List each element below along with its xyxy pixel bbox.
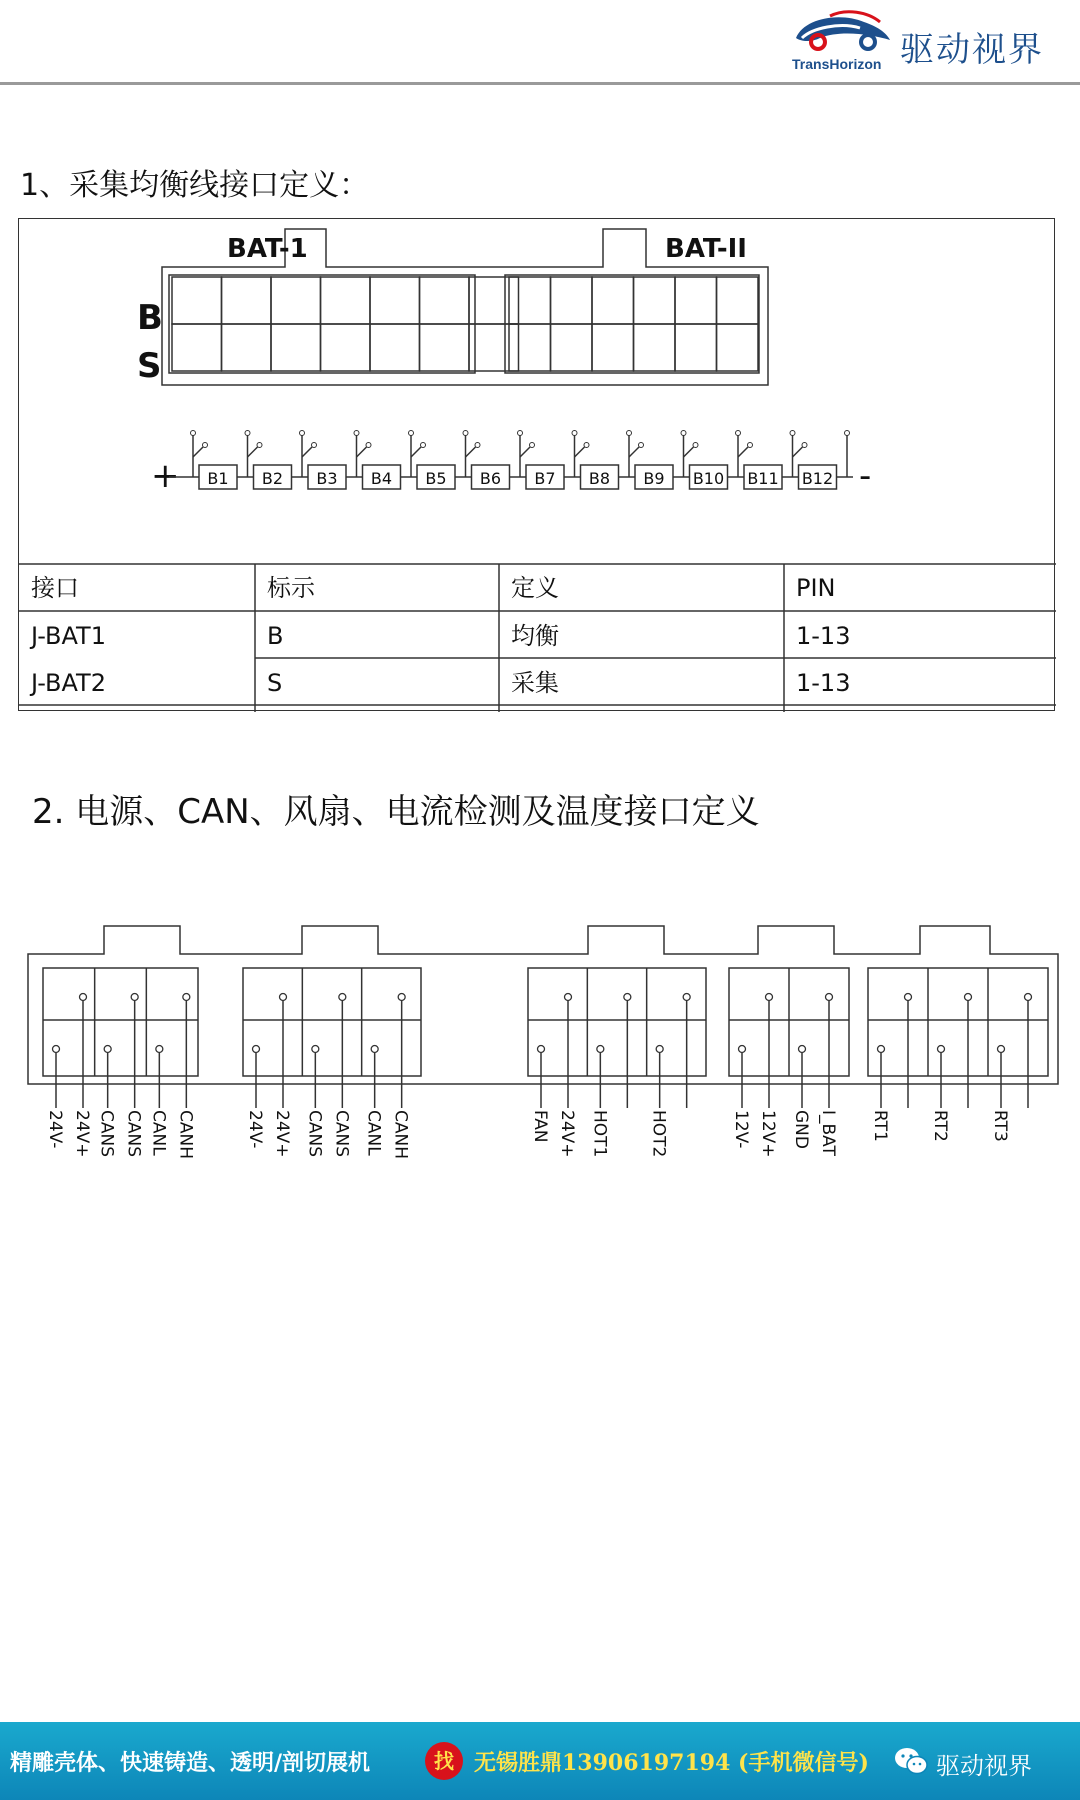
bat2-pin-cell — [551, 324, 593, 371]
bat2-pin-cell — [717, 277, 759, 324]
pin-label: CANS — [331, 1110, 352, 1158]
tap-point — [409, 431, 414, 436]
bat2-pin-cell — [551, 277, 593, 324]
bat1-pin-cell — [321, 277, 371, 324]
pin-label: HOT1 — [589, 1110, 610, 1158]
table-header: PIN — [796, 574, 836, 602]
pin-label: CANH — [175, 1110, 196, 1159]
pin-contact — [131, 994, 138, 1001]
footer-ad-bar — [0, 1722, 1080, 1800]
section1-title: 1、采集均衡线接口定义： — [20, 168, 370, 203]
bat1-pin-cell — [172, 324, 222, 371]
sense-tap — [684, 447, 694, 457]
bat1-pin-cell — [172, 277, 222, 324]
pin-contact — [339, 994, 346, 1001]
bat-connector-diagram — [19, 219, 1056, 712]
logo-english-name: TransHorizon — [792, 56, 882, 72]
pin-label: CANS — [123, 1110, 144, 1158]
table-cell: B — [267, 622, 284, 650]
tap-point — [191, 431, 196, 436]
car-logo-icon — [790, 8, 898, 58]
tap-point — [748, 443, 753, 448]
pin-label: FAN — [530, 1110, 550, 1143]
cell-label: B5 — [425, 469, 447, 488]
connector-block — [243, 968, 421, 1076]
bat1-pin-cell — [321, 324, 371, 371]
tap-point — [681, 431, 686, 436]
connector-housing-2 — [28, 926, 1058, 1084]
bat2-pin-cell — [509, 277, 551, 324]
tap-point — [693, 443, 698, 448]
tap-point — [584, 443, 589, 448]
cell-label: B11 — [747, 469, 779, 488]
tap-point — [245, 431, 250, 436]
tap-point — [354, 431, 359, 436]
pin-label: CANH — [390, 1110, 411, 1159]
tap-point — [845, 431, 850, 436]
bat2-pin-cell — [675, 324, 717, 371]
table-header: 接口 — [31, 574, 79, 602]
table-cell: 采集 — [511, 669, 559, 697]
bat1-pin-cell — [271, 277, 321, 324]
tap-point — [639, 443, 644, 448]
balance-line-diagram — [18, 218, 1055, 711]
pin-label: RT2 — [930, 1110, 950, 1142]
sense-tap — [411, 447, 421, 457]
bat1-pin-cell — [370, 324, 420, 371]
pin-contact — [624, 994, 631, 1001]
tap-point — [421, 443, 426, 448]
connector-block — [43, 968, 198, 1076]
pin-contact — [766, 994, 773, 1001]
cell-label: B9 — [643, 469, 665, 488]
pin-label: 24V+ — [272, 1110, 292, 1158]
pin-label: 24V- — [45, 1110, 65, 1149]
pin-label: RT3 — [990, 1110, 1010, 1142]
pin-contact — [80, 994, 87, 1001]
pin-contact — [280, 994, 287, 1001]
pin-contact — [398, 994, 405, 1001]
bat1-pin-cell — [370, 277, 420, 324]
connector-block — [729, 968, 849, 1076]
tap-point — [366, 443, 371, 448]
pin-contact — [938, 1046, 945, 1053]
pin-label: 24V+ — [557, 1110, 577, 1158]
row-label-b: B — [137, 298, 163, 338]
pin-contact — [104, 1046, 111, 1053]
pin-label: 12V+ — [758, 1110, 778, 1158]
find-badge: 找 — [425, 1742, 463, 1780]
pin-label: CANL — [363, 1110, 384, 1156]
sense-tap — [466, 447, 476, 457]
connector-block — [868, 968, 1048, 1076]
pin-contact — [312, 1046, 319, 1053]
table-cell: 1-13 — [796, 622, 851, 650]
section2-title: 2. 电源、CAN、风扇、电流检测及温度接口定义 — [32, 792, 760, 832]
bat2-label: BAT-II — [665, 234, 747, 264]
tap-point — [312, 443, 317, 448]
sense-tap — [193, 447, 203, 457]
bat2-pin-cell — [592, 277, 634, 324]
pin-label: 24V- — [245, 1110, 265, 1149]
bat1-pin-cell — [271, 324, 321, 371]
cell-label: B8 — [588, 469, 611, 488]
minus-terminal: - — [859, 456, 872, 496]
wechat-icon — [893, 1744, 929, 1778]
tap-point — [463, 431, 468, 436]
cell-label: B4 — [370, 469, 393, 488]
table-cell: J-BAT1 — [31, 622, 106, 650]
cell-label: B2 — [261, 469, 284, 488]
pin-contact — [656, 1046, 663, 1053]
tap-point — [530, 443, 535, 448]
footer-ad-left: 精雕壳体、快速铸造、透明/剖切展机 — [10, 1750, 371, 1776]
sense-tap — [357, 447, 367, 457]
bat2-pin-cell — [675, 277, 717, 324]
bat2-pin-cell — [634, 324, 676, 371]
pin-contact — [156, 1046, 163, 1053]
cell-label: B7 — [534, 469, 556, 488]
table-header: 定义 — [511, 574, 559, 602]
tap-point — [790, 431, 795, 436]
logo-chinese-name: 驱动视界 — [900, 30, 1044, 70]
cell-label: B12 — [801, 469, 834, 488]
pin-contact — [799, 1046, 806, 1053]
bat1-pin-cell — [420, 277, 470, 324]
pin-contact — [565, 994, 572, 1001]
sense-tap — [520, 447, 530, 457]
sense-tap — [738, 447, 748, 457]
table-cell: 1-13 — [796, 669, 851, 697]
bat1-pin-cell — [420, 324, 470, 371]
pin-label: 24V+ — [72, 1110, 92, 1158]
header-divider — [0, 82, 1080, 85]
tap-point — [300, 431, 305, 436]
pin-label: 12V- — [731, 1110, 751, 1149]
pin-contact — [878, 1046, 885, 1053]
tap-point — [257, 443, 262, 448]
pin-contact — [1025, 994, 1032, 1001]
sense-tap — [629, 447, 639, 457]
cell-label: B1 — [207, 469, 229, 488]
tap-point — [736, 431, 741, 436]
sense-tap — [793, 447, 803, 457]
tap-point — [802, 443, 807, 448]
bat1-pin-cell — [222, 277, 272, 324]
pin-contact — [183, 994, 190, 1001]
pin-contact — [253, 1046, 260, 1053]
table-cell: 均衡 — [511, 622, 559, 650]
pin-label: RT1 — [870, 1110, 890, 1142]
pin-contact — [905, 994, 912, 1001]
pin-label: CANL — [148, 1110, 169, 1156]
footer-ad-contact: 无锡胜鼎13906197194 (手机微信号) — [474, 1750, 869, 1776]
table-header: 标示 — [267, 574, 315, 602]
tap-point — [475, 443, 480, 448]
pin-label: I_BAT — [818, 1110, 838, 1156]
pin-contact — [538, 1046, 545, 1053]
pin-contact — [683, 994, 690, 1001]
pin-contact — [739, 1046, 746, 1053]
pin-contact — [998, 1046, 1005, 1053]
sense-tap — [575, 447, 585, 457]
pin-label: CANS — [96, 1110, 117, 1158]
tap-point — [627, 431, 632, 436]
row-label-s: S — [137, 346, 162, 386]
tap-point — [518, 431, 523, 436]
bat1-pin-cell — [222, 324, 272, 371]
tap-point — [203, 443, 208, 448]
pin-contact — [826, 994, 833, 1001]
table-cell: J-BAT2 — [31, 669, 106, 697]
brand-logo — [790, 8, 1060, 76]
pin-label: HOT2 — [648, 1110, 669, 1158]
sense-tap — [302, 447, 312, 457]
cell-label: B6 — [479, 469, 502, 488]
plus-terminal: + — [151, 456, 180, 496]
bat2-pin-cell — [634, 277, 676, 324]
pin-contact — [597, 1046, 604, 1053]
bat2-pin-cell — [717, 324, 759, 371]
pin-label: CANS — [304, 1110, 325, 1158]
connector-block — [528, 968, 706, 1076]
bat1-label: BAT-1 — [227, 234, 308, 264]
footer-brand: 驱动视界 — [936, 1752, 1032, 1780]
cell-label: B10 — [692, 469, 725, 488]
tap-point — [572, 431, 577, 436]
pin-label: GND — [791, 1110, 811, 1149]
sense-tap — [248, 447, 258, 457]
table-cell: S — [267, 669, 283, 697]
cell-label: B3 — [316, 469, 338, 488]
pin-contact — [371, 1046, 378, 1053]
bat1-pin-cell — [469, 277, 519, 324]
pin-contact — [965, 994, 972, 1001]
pin-contact — [53, 1046, 60, 1053]
bat2-pin-cell — [509, 324, 551, 371]
bat1-pin-cell — [469, 324, 519, 371]
bat2-pin-cell — [592, 324, 634, 371]
header — [0, 0, 1080, 86]
